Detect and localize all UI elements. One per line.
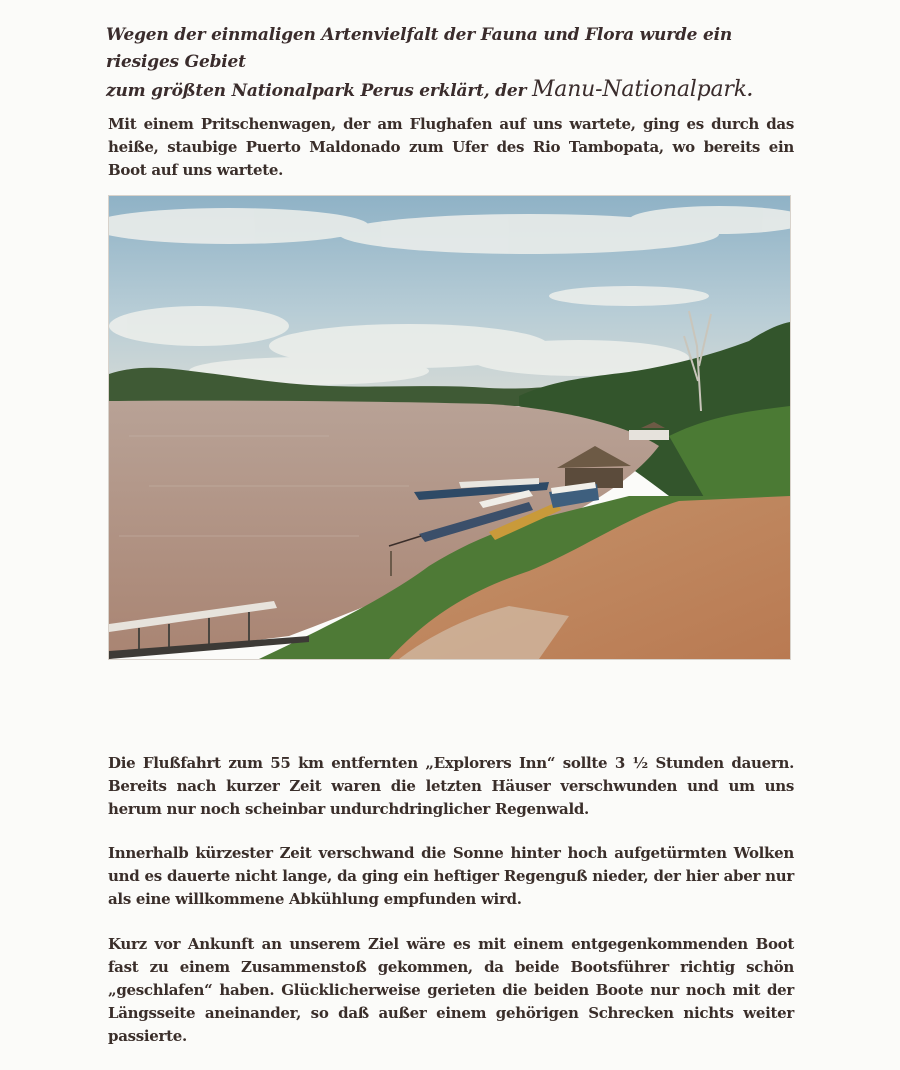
heading-line-2: zum größten Nationalpark Perus erklärt, der <box>106 81 532 101</box>
heading-line-2-end: . <box>746 81 753 101</box>
page-heading <box>106 22 806 105</box>
paragraph-rain: Innerhalb kürzester Zeit verschwand die Sonne hinter hoch aufgetürmten Wolken und es dauerte nicht lange, da ging ein heftiger Regenguß nieder, der hier aber nur als eine willkommene Abkühlung empfunden wird. <box>108 844 794 908</box>
river-photo <box>109 196 790 659</box>
park-name: Manu-Nationalpark <box>531 77 747 102</box>
heading-line-1: Wegen der einmaligen Artenvielfalt der Fauna und Flora wurde ein riesiges Gebiet <box>106 25 733 72</box>
paragraph-arrival: Mit einem Pritschenwagen, der am Flughafen auf uns wartete, ging es durch das heiße, staubige Puerto Maldonado zum Ufer des Rio Tambopata, wo bereits ein Boot auf uns wartete. <box>108 115 794 179</box>
paragraph-near-collision: Kurz vor Ankunft an unserem Ziel wäre es mit einem entgegenkommenden Boot fast zu einem Zusammenstoß gekommen, da beide Bootsführer richtig schön „geschlafen“ haben. Glücklicherweise gerieten die beiden Boote nur noch mit der Längsseite aneinander, so daß außer einem gehörigen Schrecken nichts weiter passierte. <box>108 935 794 1045</box>
paragraph-river-trip: Die Flußfahrt zum 55 km entfernten „Explorers Inn“ sollte 3 ½ Stunden dauern. Bereits nach kurzer Zeit waren die letzten Häuser verschwunden und um uns herum nur noch scheinbar undurchdringlicher Regenwald. <box>108 754 794 818</box>
